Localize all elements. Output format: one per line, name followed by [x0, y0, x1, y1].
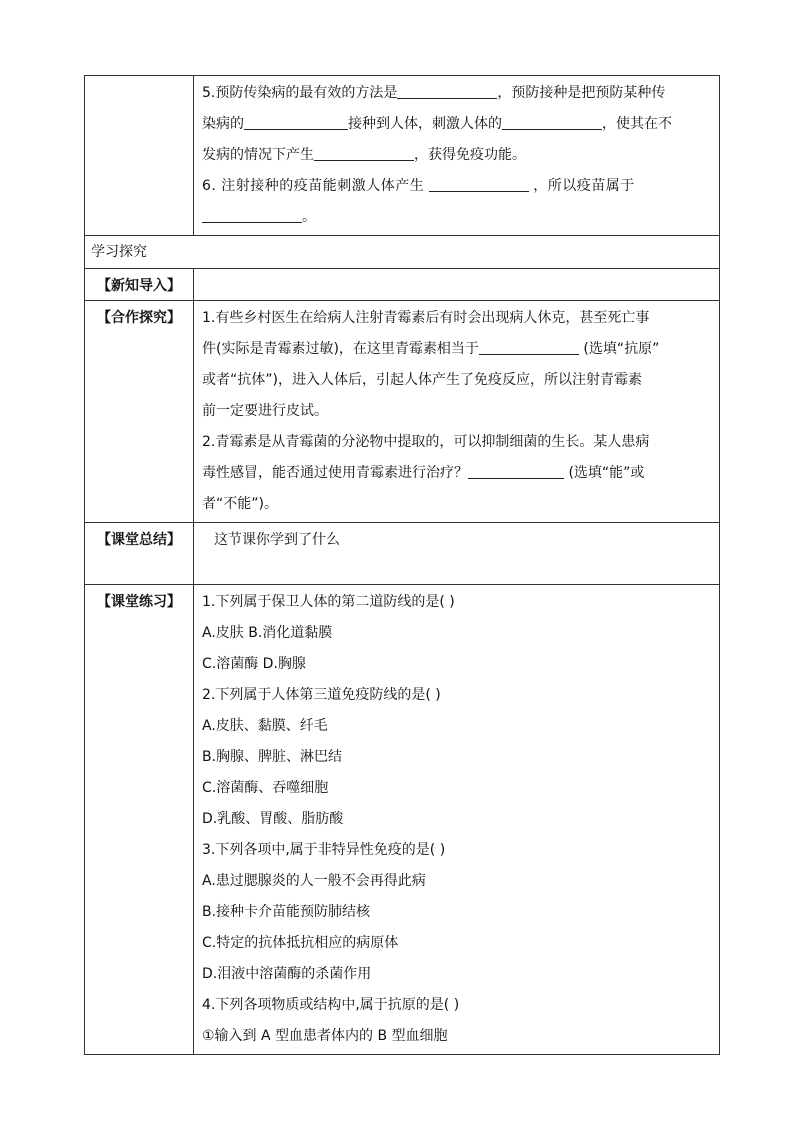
practice-line: B.接种卡介苗能预防肺结核 — [202, 904, 371, 920]
row-summary — [85, 523, 720, 585]
new-intro-label-cell — [85, 269, 194, 301]
practice-line: D.泪液中溶菌酶的杀菌作用 — [202, 966, 372, 982]
q6-blank-2[interactable] — [202, 204, 302, 223]
q6-text-1a: 6. 注射接种的疫苗能刺激人体产生 — [202, 178, 425, 194]
coop-q2-blank[interactable] — [468, 460, 564, 479]
row-review-content — [194, 76, 720, 236]
practice-label-cell — [85, 585, 194, 1055]
q6-text-2b: 。 — [302, 209, 316, 225]
practice-line: 3.下列各项中,属于非特异性免疫的是( ) — [202, 842, 446, 858]
q5-text-2c: ，使其在不 — [602, 116, 672, 132]
row-review-label-cell — [85, 76, 194, 236]
practice-line: 4.下列各项物质或结构中,属于抗原的是( ) — [202, 997, 460, 1013]
coop-content — [194, 301, 720, 523]
coop-label-cell — [85, 301, 194, 523]
q6-blank-1[interactable] — [429, 173, 529, 192]
worksheet-table — [84, 75, 720, 1055]
q5-line-2 — [202, 109, 711, 140]
q6-text-1b: ，所以疫苗属于 — [533, 178, 635, 194]
q5-blank-3[interactable] — [502, 111, 602, 130]
practice-line: C.特定的抗体抵抗相应的病原体 — [202, 935, 399, 951]
practice-line: B.胸腺、脾脏、淋巴结 — [202, 749, 343, 765]
coop-q1-line-4: 前一定要进行皮试。 — [202, 403, 328, 419]
practice-line: C.溶菌酶 D.胸腺 — [202, 656, 306, 672]
practice-line: A.患过腮腺炎的人一般不会再得此病 — [202, 873, 426, 889]
coop-q1-line-3: 或者“抗体”)，进入人体后，引起人体产生了免疫反应，所以注射青霉素 — [202, 372, 642, 388]
q5-text-2b: 接种到人体，刺激人体的 — [348, 116, 502, 132]
row-section-title — [85, 236, 720, 269]
coop-q2-line-2 — [202, 458, 711, 489]
coop-q1-blank[interactable] — [479, 336, 579, 355]
q5-text-3a: 发病的情况下产生 — [202, 147, 314, 163]
practice-line: A.皮肤、黏膜、纤毛 — [202, 718, 328, 734]
row-coop — [85, 301, 720, 523]
summary-label-cell — [85, 523, 194, 585]
row-practice — [85, 585, 720, 1055]
summary-text: 这节课你学到了什么 — [214, 532, 340, 548]
practice-content — [194, 585, 720, 1055]
new-intro-content[interactable] — [194, 269, 720, 301]
practice-line: A.皮肤 B.消化道黏膜 — [202, 625, 333, 641]
coop-q2-line-1: 2.青霉素是从青霉菌的分泌物中提取的，可以抑制细菌的生长。某人患病 — [202, 434, 650, 450]
q5-text-2a: 染病的 — [202, 116, 244, 132]
coop-q1-line-2 — [202, 334, 711, 365]
q5-text-1a: 5.预防传染病的最有效的方法是 — [202, 85, 398, 101]
practice-label: 【课堂练习】 — [97, 594, 181, 610]
q6-line-2 — [202, 202, 711, 233]
new-intro-label: 【新知导入】 — [97, 278, 181, 294]
practice-line: ①输入到 A 型血患者体内的 B 型血细胞 — [202, 1028, 448, 1044]
row-new-intro — [85, 269, 720, 301]
practice-line: 2.下列属于人体第三道免疫防线的是( ) — [202, 687, 441, 703]
coop-q1-line-1: 1.有些乡村医生在给病人注射青霉素后有时会出现病人休克，甚至死亡事 — [202, 310, 650, 326]
summary-content — [194, 523, 720, 585]
q5-text-3b: ，获得免疫功能。 — [414, 147, 526, 163]
row-review — [85, 76, 720, 236]
practice-line: 1.下列属于保卫人体的第二道防线的是( ) — [202, 594, 455, 610]
q5-text-1b: ，预防接种是把预防某种传 — [497, 85, 666, 101]
coop-q2-text-2b: (选填“能”或 — [568, 465, 645, 481]
coop-q2-line-3: 者“不能”)。 — [202, 496, 278, 512]
q5-line-1 — [202, 78, 711, 109]
coop-q1-text-2b: (选填“抗原” — [583, 341, 660, 357]
coop-q1-text-2a: 件(实际是青霉素过敏)，在这里青霉素相当于 — [202, 341, 479, 357]
practice-line: C.溶菌酶、吞噬细胞 — [202, 780, 329, 796]
coop-q2-text-2a: 毒性感冒，能否通过使用青霉素进行治疗？ — [202, 465, 468, 481]
q5-blank-4[interactable] — [314, 142, 414, 161]
q5-line-3 — [202, 140, 711, 171]
q5-blank-1[interactable] — [397, 80, 497, 99]
practice-line: D.乳酸、胃酸、脂肪酸 — [202, 811, 344, 827]
summary-label: 【课堂总结】 — [97, 532, 181, 548]
worksheet — [84, 75, 720, 1055]
section-title: 学习探究 — [85, 236, 720, 269]
q5-blank-2[interactable] — [244, 111, 348, 130]
coop-label: 【合作探究】 — [97, 310, 181, 326]
q6-line-1 — [202, 171, 711, 202]
